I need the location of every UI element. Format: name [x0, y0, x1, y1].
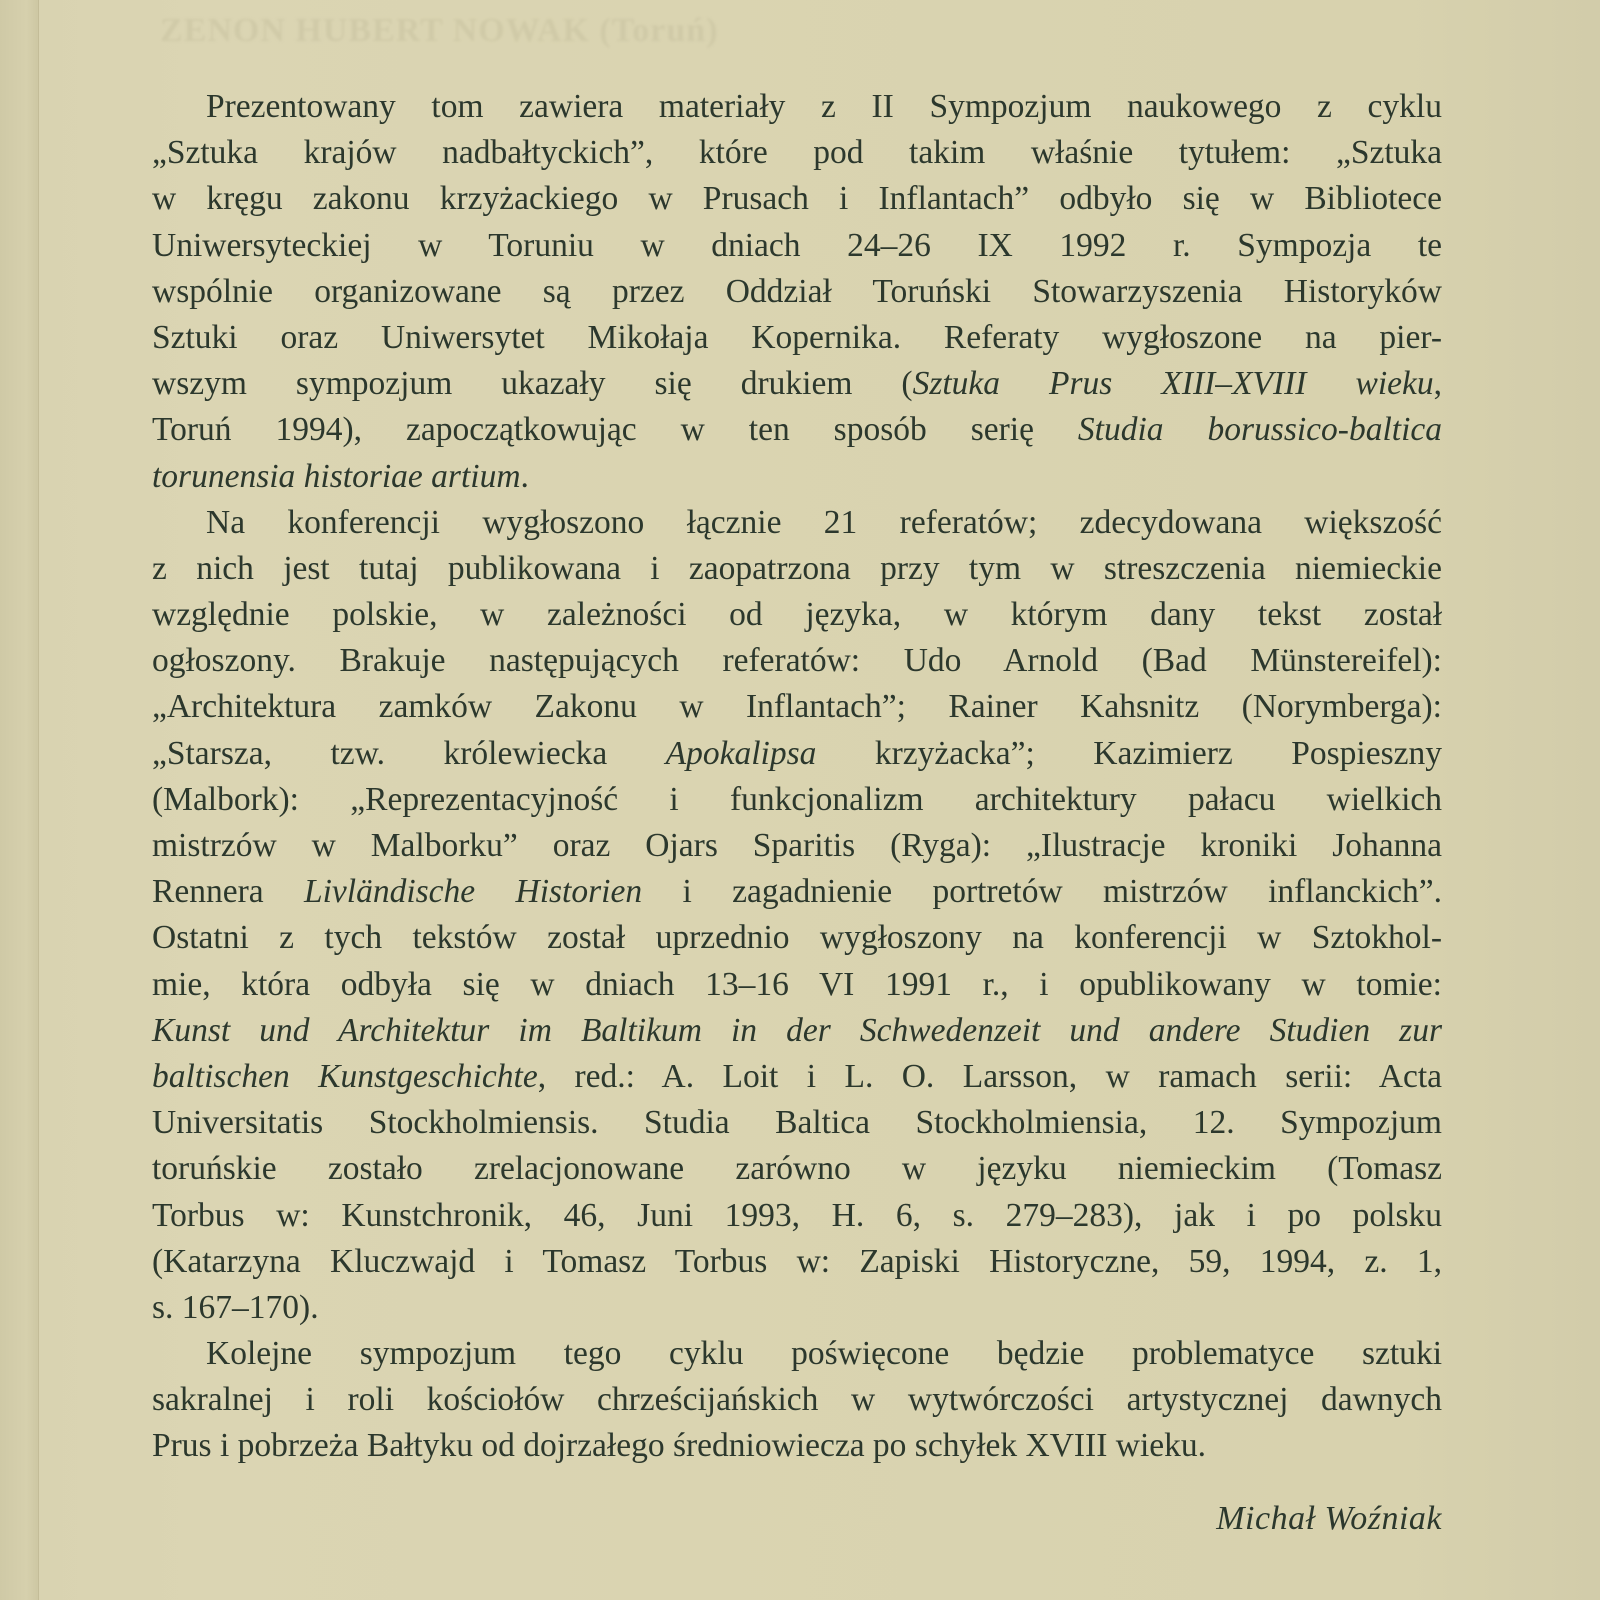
- text-line: [152, 823, 1442, 869]
- text-line: [152, 1054, 1442, 1100]
- text-run: s. 167–170).: [152, 1288, 319, 1326]
- text-run: „Architektura zamków Zakonu w Inflantach”; Rainer Kahsnitz (Norymberga):: [152, 688, 1442, 726]
- text-line: [152, 777, 1442, 823]
- text-run: wszym sympozjum ukazały się drukiem (: [152, 365, 913, 403]
- text-run: z nich jest tutaj publikowana i zaopatrzona przy tym w streszczenia niemieckie: [152, 549, 1442, 587]
- text-line: [152, 361, 1442, 407]
- text-run: Universitatis Stockholmiensis. Studia Baltica Stockholmiensia, 12. Sympozjum: [152, 1104, 1442, 1142]
- text-run: Rennera: [152, 873, 304, 911]
- text-run: (Malbork): „Reprezentacyjność i funkcjonalizm architektury pałacu wielkich: [152, 780, 1442, 818]
- text-line: [152, 1146, 1442, 1192]
- text-run: wspólnie organizowane są przez Oddział Toruński Stowarzyszenia Historyków: [152, 272, 1442, 310]
- text-run: , red.: A. Loit i L. O. Larsson, w ramach serii: Acta: [537, 1057, 1442, 1095]
- italic-title: Studia borussico-baltica: [1077, 411, 1442, 449]
- text-line: [152, 130, 1442, 176]
- italic-title: baltischen Kunstgeschichte: [152, 1057, 538, 1095]
- text-line: [152, 638, 1442, 684]
- text-run: ogłoszony. Brakuje następujących referatów: Udo Arnold (Bad Münstereifel):: [152, 642, 1442, 680]
- text-run: mistrzów w Malborku” oraz Ojars Sparitis (Ryga): „Ilustracje kroniki Johanna: [152, 827, 1442, 864]
- text-run: sakralnej i roli kościołów chrześcijańskich w wytwórczości artystycznej dawnych: [152, 1381, 1442, 1419]
- text-run: Ostatni z tych tekstów został uprzednio wygłoszony na konferencji w Sztokhol-: [152, 919, 1442, 957]
- text-line: [152, 962, 1442, 1008]
- text-line: [152, 869, 1442, 915]
- italic-title: Kunst und Architektur im Baltikum in der Schwedenzeit und andere Studien zur: [152, 1011, 1442, 1049]
- paragraph: [152, 500, 1442, 1331]
- paragraph: [152, 1331, 1442, 1470]
- text-line: [152, 500, 1442, 546]
- text-run: krzyżacka”; Kazimierz Pospieszny: [816, 734, 1442, 772]
- bleed-through-heading: ZENON HUBERT NOWAK (Toruń): [160, 12, 719, 49]
- text-line: [152, 315, 1442, 361]
- author-signature: Michał Woźniak: [1216, 1500, 1442, 1537]
- text-run: .: [520, 457, 529, 495]
- text-line: [152, 407, 1442, 453]
- text-line: [152, 1100, 1442, 1146]
- text-line: [152, 546, 1442, 592]
- text-run: i zagadnienie portretów mistrzów inflanckich”.: [642, 873, 1442, 911]
- italic-title: Apokalipsa: [665, 734, 817, 772]
- text-run: Uniwersyteckiej w Toruniu w dniach 24–26 IX 1992 r. Sympozja te: [152, 226, 1442, 264]
- text-run: Prezentowany tom zawiera materiały z II Sympozjum naukowego z cyklu: [206, 88, 1442, 125]
- text-line: [152, 1193, 1442, 1239]
- text-run: Na konferencji wygłoszono łącznie 21 referatów; zdecydowana większość: [206, 503, 1442, 541]
- text-run: mie, która odbyła się w dniach 13–16 VI 1991 r., i opublikowany w tomie:: [152, 965, 1442, 1003]
- text-line: [152, 1008, 1442, 1054]
- text-line: [152, 1377, 1442, 1423]
- text-line: [152, 84, 1442, 130]
- text-run: Prus i pobrzeża Bałtyku od dojrzałego średniowiecza po schyłek XVIII wieku.: [152, 1427, 1206, 1465]
- text-line: [152, 223, 1442, 269]
- text-run: toruńskie zostało zrelacjonowane zarówno w języku niemieckim (Tomasz: [152, 1150, 1442, 1188]
- italic-title: torunensia historiae artium: [152, 457, 521, 495]
- text-line: [152, 1285, 1442, 1331]
- text-run: „Sztuka krajów nadbałtyckich”, które pod takim właśnie tytułem: „Sztuka: [152, 134, 1442, 172]
- text-line: [152, 592, 1442, 638]
- text-run: względnie polskie, w zależności od języka, w którym dany tekst został: [152, 596, 1442, 634]
- paragraph: [152, 84, 1442, 500]
- text-run: Kolejne sympozjum tego cyklu poświęcone będzie problematyce sztuki: [206, 1335, 1442, 1373]
- text-line: [152, 454, 1442, 500]
- text-run: w kręgu zakonu krzyżackiego w Prusach i Inflantach” odbyło się w Bibliotece: [152, 180, 1442, 218]
- italic-title: Sztuka Prus XIII–XVIII wieku: [912, 365, 1434, 403]
- text-line: [152, 1239, 1442, 1285]
- text-line: [152, 1423, 1442, 1469]
- text-run: Torbus w: Kunstchronik, 46, Juni 1993, H. 6, s. 279–283), jak i po polsku: [152, 1196, 1442, 1234]
- text-run: ,: [1433, 365, 1442, 403]
- page-gutter: [0, 0, 39, 1600]
- text-run: Sztuki oraz Uniwersytet Mikołaja Kopernika. Referaty wygłoszone na pier-: [152, 318, 1442, 356]
- document-body: [152, 84, 1442, 1470]
- text-line: [152, 731, 1442, 777]
- italic-title: Livländische Historien: [303, 873, 643, 911]
- text-run: Toruń 1994), zapoczątkowując w ten sposób serię: [152, 411, 1078, 449]
- text-run: „Starsza, tzw. królewiecka: [152, 734, 666, 772]
- text-line: [152, 915, 1442, 961]
- text-run: (Katarzyna Kluczwajd i Tomasz Torbus w: Zapiski Historyczne, 59, 1994, z. 1,: [152, 1242, 1442, 1280]
- text-line: [152, 1331, 1442, 1377]
- text-line: [152, 684, 1442, 730]
- text-line: [152, 269, 1442, 315]
- text-line: [152, 176, 1442, 222]
